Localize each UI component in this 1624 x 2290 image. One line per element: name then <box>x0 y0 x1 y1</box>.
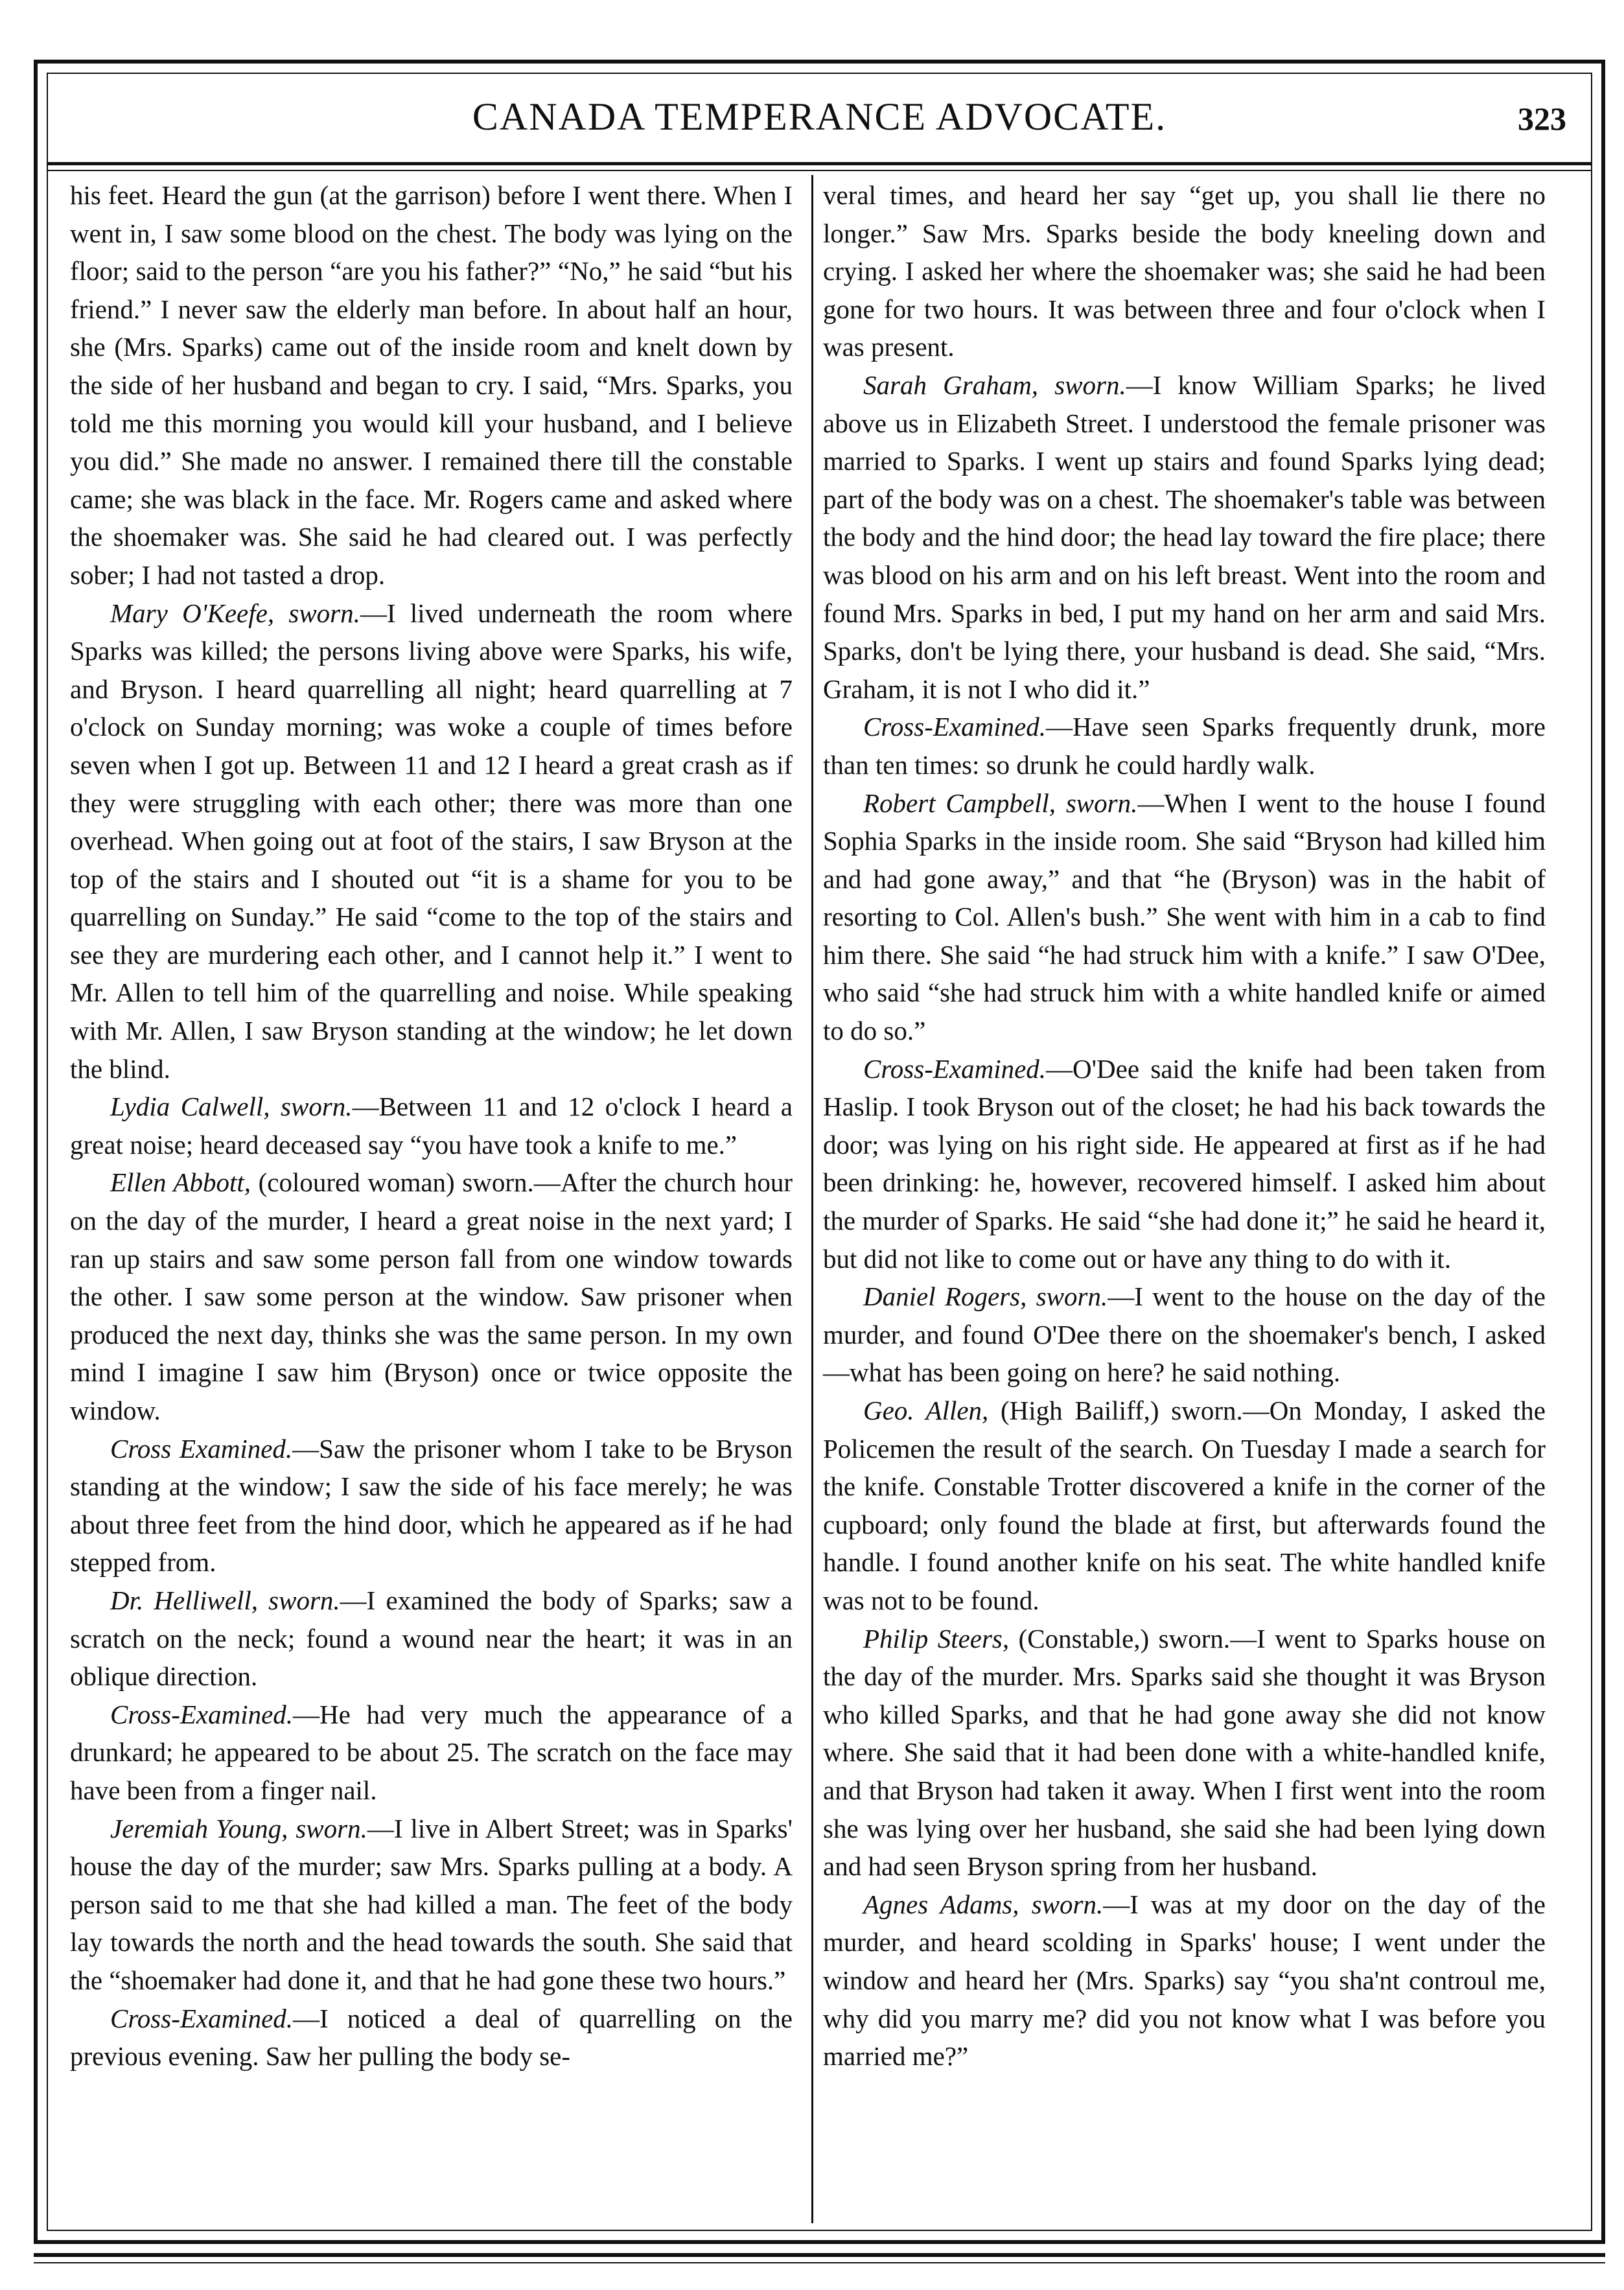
testimony-paragraph <box>70 1163 793 1429</box>
testimony-paragraph <box>70 594 793 1088</box>
testimony-text: —I examined the body of Sparks; saw a scratch on the neck; found a wound near the heart; it was in an oblique direction. <box>70 1585 793 1692</box>
testimony-paragraph <box>70 1582 793 1696</box>
right-column <box>823 176 1546 2075</box>
testimony-text: veral times, and heard her say “get up, you shall lie there no longer.” Saw Mrs. Sparks beside the body kneeling down and crying. I asked her where the shoemaker was; she said he had been gone for two hours. It was between three and four o'clock when I was present. <box>823 180 1546 362</box>
testimony-text: (High Bailiff,) sworn.—On Monday, I asked the Policemen the result of the search. On Tuesday I made a search for the knife. Constable Trotter discovered a knife in the corner of the cupboard; only found the blade at first, but afterwards found the handle. I found another knife on his seat. The white handled knife was not to be found. <box>823 1396 1546 1615</box>
witness-name: Robert Campbell, sworn. <box>863 788 1138 818</box>
journal-title: CANADA TEMPERANCE ADVOCATE. <box>472 95 1167 138</box>
witness-name: Cross-Examined. <box>110 1699 294 1729</box>
header-rule-thin <box>47 170 1592 171</box>
testimony-text: —Between 11 and 12 o'clock I heard a great noise; heard deceased say “you have took a knife to me.” <box>70 1092 793 1160</box>
testimony-text: —When I went to the house I found Sophia Sparks in the inside room. She said “Bryson had killed him and had gone away,” and that “he (Bryson) was in the habit of resorting to Col. Allen's bush.” She went with him in a cab to find him there. She said “he had struck him with a knife.” I saw O'Dee, who said “she had struck him with a white handled knife or aimed to do so.” <box>823 788 1546 1046</box>
footer-rule <box>34 2253 1605 2257</box>
testimony-text: —I went to the house on the day of the murder, and found O'Dee there on the shoemaker's bench, I asked—what has been going on here? he said nothing. <box>823 1281 1546 1388</box>
page-header <box>47 91 1592 156</box>
testimony-text: —I noticed a deal of quarrelling on the previous evening. Saw her pulling the body se- <box>70 2003 793 2072</box>
testimony-paragraph <box>70 1696 793 1810</box>
testimony-text: (Constable,) sworn.—I went to Sparks house on the day of the murder. Mrs. Sparks said she thought it was Bryson who killed Sparks, and that he had gone away she did not know where. She said that it had been done with a white-handled knife, and that Bryson had taken it away. When I first went into the room she was lying over her husband, she said she had been lying down and had seen Bryson spring from her husband. <box>823 1623 1546 1882</box>
page-number: 323 <box>1518 100 1566 137</box>
testimony-text: his feet. Heard the gun (at the garrison) before I went there. When I went in, I saw some blood on the chest. The body was lying on the floor; said to the person “are you his father?” “No,” he said “but his friend.” I never saw the elderly man before. In about half an hour, she (Mrs. Sparks) came out of the inside room and knelt down by the side of her husband and began to cry. I said, “Mrs. Sparks, you told me this morning you would kill your husband, and I believe you did.” She made no answer. I remained there till the constable came; she was black in the face. Mr. Rogers came and asked where the shoemaker was. She said he had cleared out. I was perfectly sober; I had not tasted a drop. <box>70 180 793 590</box>
testimony-paragraph <box>823 366 1546 708</box>
witness-name: Jeremiah Young, sworn. <box>110 1813 367 1843</box>
column-divider <box>811 175 813 2223</box>
witness-name: Cross-Examined. <box>863 1053 1047 1084</box>
testimony-paragraph <box>70 2000 793 2075</box>
left-column <box>70 176 793 2075</box>
witness-name: Cross-Examined. <box>110 2003 294 2033</box>
testimony-paragraph <box>70 1810 793 2000</box>
witness-name: Ellen Abbott, <box>110 1167 251 1198</box>
testimony-paragraph <box>823 1050 1546 1278</box>
testimony-text: —Saw the prisoner whom I take to be Bryson standing at the window; I saw the side of his face merely; he was about three feet from the hind door, which he appeared as if he had stepped from. <box>70 1433 793 1578</box>
witness-name: Geo. Allen, <box>863 1396 989 1425</box>
testimony-paragraph <box>823 1278 1546 1392</box>
testimony-text: (coloured woman) sworn.—After the church hour on the day of the murder, I heard a great noise in the next yard; I ran up stairs and saw some person fall from one window towards the other. I saw some person at the window. Saw prisoner when produced the next day, thinks she was the same person. In my own mind I imagine I saw him (Bryson) once or twice opposite the window. <box>70 1167 793 1425</box>
testimony-paragraph <box>823 708 1546 784</box>
testimony-text: —I live in Albert Street; was in Sparks' house the day of the murder; saw Mrs. Sparks pulling at a body. A person said to me that she had killed a man. The feet of the body lay towards the north and the head towards the south. She said that the “shoemaker had done it, and that he had gone these two hours.” <box>70 1813 793 1995</box>
testimony-paragraph <box>823 1886 1546 2075</box>
testimony-text: —He had very much the appearance of a drunkard; he appeared to be about 25. The scratch on the face may have been from a finger nail. <box>70 1699 793 1805</box>
witness-name: Sarah Graham, sworn. <box>863 369 1126 400</box>
testimony-text: —I was at my door on the day of the murder, and heard scolding in Sparks' house; I went under the window and heard her (Mrs. Sparks) say “you sha'nt controul me, why did you marry me? did you not know what I was before you married me?” <box>823 1889 1546 2072</box>
witness-name: Mary O'Keefe, sworn. <box>110 598 360 628</box>
testimony-paragraph <box>823 784 1546 1050</box>
testimony-text: —I know William Sparks; he lived above us in Elizabeth Street. I understood the female prisoner was married to Sparks. I went up stairs and found Sparks lying dead; part of the body was on a chest. The shoemaker's table was between the body and the hind door; the head lay toward the fire place; there was blood on his arm and on his left breast. Went into the room and found Mrs. Sparks in bed, I put my hand on her arm and said Mrs. Sparks, don't be lying there, your husband is dead. She said, “Mrs. Graham, it is not I who did it.” <box>823 369 1546 704</box>
testimony-paragraph <box>70 1430 793 1582</box>
witness-name: Dr. Helliwell, sworn. <box>110 1585 340 1615</box>
testimony-paragraph <box>823 1620 1546 1886</box>
testimony-paragraph <box>823 1392 1546 1620</box>
testimony-paragraph <box>70 1088 793 1163</box>
testimony-text: —Have seen Sparks frequently drunk, more than ten times: so drunk he could hardly walk. <box>823 712 1546 780</box>
testimony-paragraph <box>823 176 1546 366</box>
testimony-text: —I lived underneath the room where Sparks was killed; the persons living above were Sparks, his wife, and Bryson. I heard quarrelling all night; heard quarrelling at 7 o'clock on Sunday morning; was woke a couple of times before seven when I got up. Between 11 and 12 I heard a great crash as if they were struggling with each other; there was more than one overhead. When going out at foot of the stairs, I saw Bryson at the top of the stairs and I shouted out “it is a shame for you to be quarrelling on Sunday.” He said “come to the top of the stairs and see they are murdering each other, and I cannot help it.” I went to Mr. Allen to tell him of the quarrelling and noise. While speaking with Mr. Allen, I saw Bryson standing at the window; he let down the blind. <box>70 598 793 1084</box>
witness-name: Cross Examined. <box>110 1433 293 1464</box>
witness-name: Daniel Rogers, sworn. <box>863 1281 1108 1312</box>
witness-name: Agnes Adams, sworn. <box>863 1889 1104 1919</box>
witness-name: Lydia Calwell, sworn. <box>110 1092 353 1122</box>
header-rule <box>47 162 1592 165</box>
witness-name: Cross-Examined. <box>863 712 1047 742</box>
witness-name: Philip Steers, <box>863 1623 1010 1653</box>
testimony-text: —O'Dee said the knife had been taken from Haslip. I took Bryson out of the closet; he had his back towards the door; was lying on his right side. He appeared at first as if he had been drinking: he, however, recovered himself. I asked him about the murder of Sparks. He said “she had done it;” he said he heard it, but did not like to come out or have any thing to do with it. <box>823 1053 1546 1274</box>
footer-rule-thin <box>34 2262 1605 2263</box>
testimony-paragraph <box>70 176 793 594</box>
